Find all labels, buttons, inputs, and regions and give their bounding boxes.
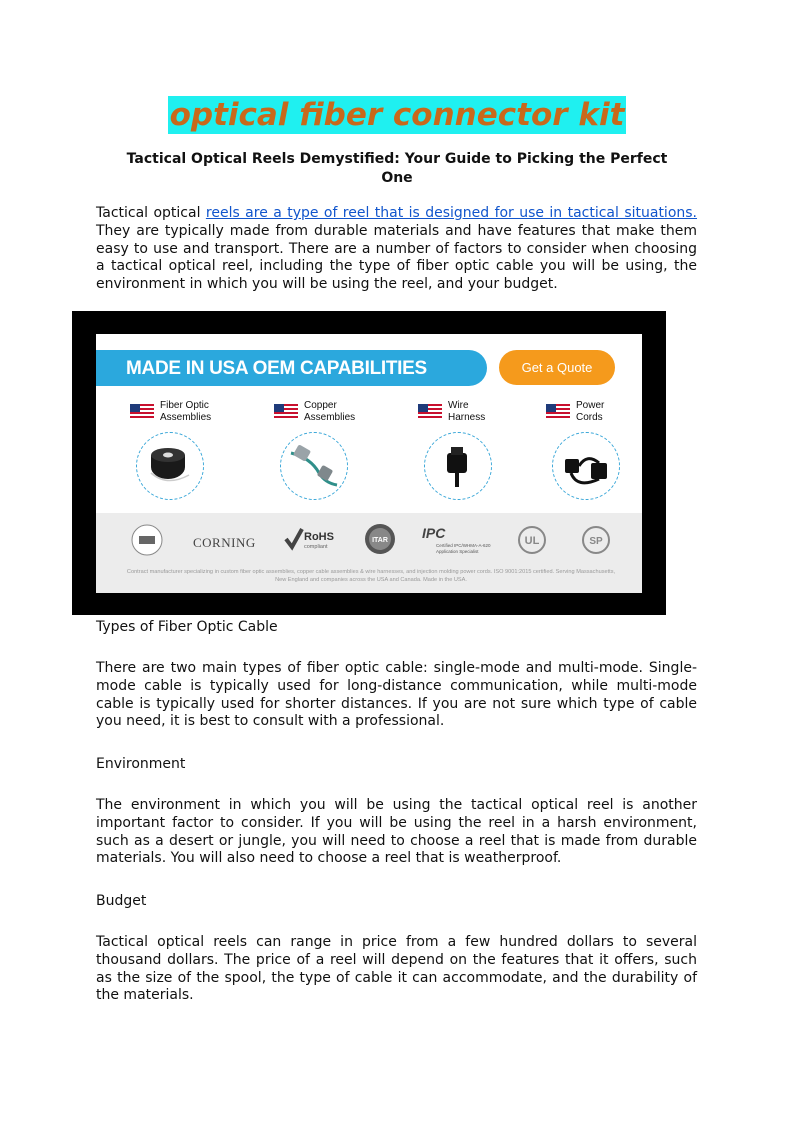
product-line1: Wire [448, 400, 469, 411]
product-line2: Assemblies [160, 412, 212, 423]
product-fiber-optic [130, 400, 250, 510]
product-label [160, 400, 211, 424]
intro-paragraph [96, 205, 697, 294]
usa-flag-icon [546, 404, 570, 420]
corning-logo: CORNING [193, 535, 256, 550]
product-copper [274, 400, 394, 510]
product-line1: Copper [304, 400, 337, 411]
rohs-subtext: compliant [304, 544, 328, 550]
banner-header-bar [96, 350, 487, 386]
product-line2: Assemblies [304, 412, 356, 423]
ul-badge-icon [517, 525, 547, 555]
itar-badge-icon [364, 523, 396, 555]
intro-lead: Tactical optical [96, 205, 206, 221]
copper-connector-icon [281, 433, 347, 499]
ipc-text: IPC [422, 525, 446, 541]
banner-header-text: MADE IN USA OEM CAPABILITIES [126, 358, 427, 379]
intro-link[interactable]: reels are a type of reel that is designed for use in tactical situations. [205, 205, 698, 221]
banner-footer-text: Contract manufacturer specializing in custom fiber optic assemblies, copper cable assemblies & wire harnesses, and injection molding power cords. ISO 9001:2015 certified. Serving Massachusetts, New England and companies across the USA and Canada. Made in the USA. [126, 569, 616, 583]
product-line2: Harness [448, 412, 486, 423]
product-label [576, 400, 604, 424]
iso-badge-icon [130, 523, 164, 557]
wire-harness-icon [425, 433, 491, 499]
product-line1: Power [576, 400, 605, 411]
section-body-budget: Tactical optical reels can range in price from a few hundred dollars to several thousand dollars. The price of a reel will depend on the features that it offers, such as the size of the spool, the type of cable it can accommodate, and the durability of the materials. [96, 934, 697, 1004]
rohs-text: RoHS [304, 531, 334, 543]
rohs-check-icon [284, 527, 304, 551]
product-circle [424, 432, 492, 500]
section-body-environment: The environment in which you will be using the tactical optical reel is another important factor to consider. If you will be using the reel in a harsh environment, such as a desert or jungle, you will need to choose a reel that is made from durable materials. You will also need to choose a reel that is weatherproof. [96, 797, 697, 867]
product-power [546, 400, 642, 510]
itar-label: ITAR [372, 537, 388, 544]
product-line2: Cords [576, 412, 603, 423]
section-heading-environment: Environment [96, 756, 186, 772]
product-circle [552, 432, 620, 500]
usa-flag-icon [274, 404, 298, 420]
get-quote-button[interactable]: Get a Quote [499, 350, 615, 385]
title-wrapper [0, 96, 794, 134]
product-label [304, 400, 355, 424]
csa-badge-icon [582, 525, 612, 555]
rohs-badge [284, 525, 340, 555]
product-wire [418, 400, 538, 510]
product-circle [136, 432, 204, 500]
power-cord-icon [553, 433, 619, 499]
section-body-cable-types: There are two main types of fiber optic cable: single-mode and multi-mode. Single-mode cable is typically used for long-distance communication, while multi-mode cable is typically used for shorter distances. If you are not sure which type of cable you need, it is best to consult with a professional. [96, 660, 697, 730]
usa-flag-icon [418, 404, 442, 420]
section-heading-cable-types: Types of Fiber Optic Cable [96, 619, 278, 635]
section-heading-budget: Budget [96, 893, 147, 909]
certification-strip [96, 513, 642, 593]
product-line1: Fiber Optic [160, 400, 209, 411]
document-subtitle: Tactical Optical Reels Demystified: Your Guide to Picking the Perfect One [126, 151, 668, 186]
document-title: optical fiber connector kit [169, 97, 625, 133]
ipc-badge [422, 525, 502, 559]
product-label [448, 400, 485, 424]
oem-banner [96, 334, 642, 593]
product-circle [280, 432, 348, 500]
banner-image-frame [72, 311, 666, 615]
fiber-reel-icon [137, 433, 203, 499]
ipc-subtext: Certified IPC/WHMA-A-620 Application Specialist [436, 543, 491, 554]
intro-rest: They are typically made from durable materials and have features that make them easy to use and transport. There are a number of factors to consider when choosing a tactical optical reel, including the type of fiber optic cable you will be using, the environment in which you will be using the reel, and your budget. [96, 222, 697, 293]
csa-label: SP [589, 536, 603, 547]
ul-label: UL [524, 535, 540, 547]
usa-flag-icon [130, 404, 154, 420]
